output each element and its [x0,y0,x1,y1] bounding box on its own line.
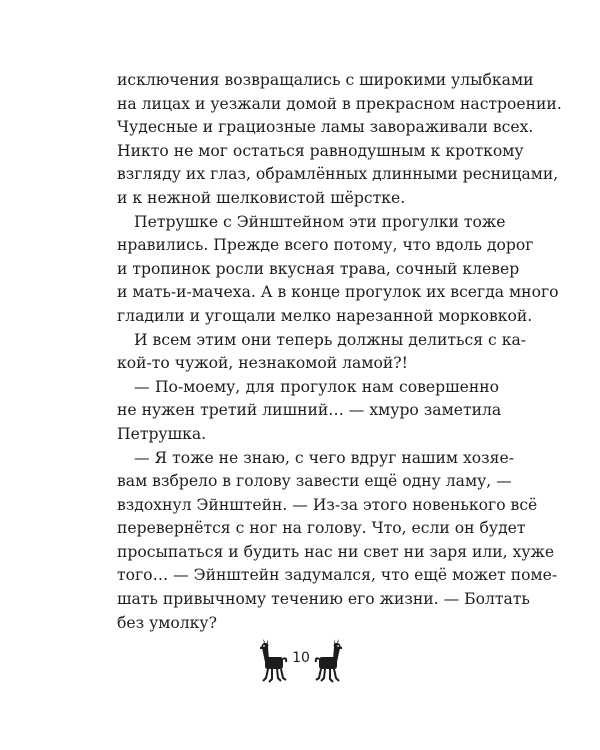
llama-icon [312,638,346,686]
text-line: просыпаться и будить нас ни свет ни заря или, хуже [117,542,555,561]
text-line: — Я тоже не знаю, с чего вдруг нашим хозяе- [134,448,515,467]
llama-icon [256,638,290,686]
body-text [117,69,562,635]
text-line: Петрушке с Эйнштейном эти прогулки тоже [134,212,506,231]
text-line: и мать-и-мачеха. А в конце прогулок их всегда много [117,283,559,302]
text-line: и тропинок росли вкусная трава, сочный клевер [117,259,520,278]
text-line: кой-то чужой, незнакомой ламой?! [117,354,408,373]
text-line: на лицах и уезжали домой в прекрасном настроении. [117,94,562,113]
text-line: и к нежной шелковистой шёрстке. [117,188,406,207]
text-line: Никто не мог остаться равнодушным к кроткому [117,141,524,160]
text-line: нравились. Прежде всего потому, что вдоль дорог [117,236,534,255]
text-line: гладили и угощали мелко нарезанной морковкой. [117,306,533,325]
text-line: исключения возвращались с широкими улыбками [117,71,534,89]
text-line: — По-моему, для прогулок нам совершенно [134,377,499,396]
page-number: 10 [292,650,310,666]
text-line: вам взбрело в голову завести ещё одну ламу, — [117,472,512,491]
text-line: взгляду их глаз, обрамлённых длинными ресницами, [117,165,559,184]
text-line: не нужен третий лишний… — хмуро заметила [117,401,502,420]
text-line: Петрушка. [117,424,207,443]
text-line: без умолку? [117,613,217,632]
text-line: того… — Эйнштейн задумался, что ещё может поме- [117,566,558,585]
text-line: И всем этим они теперь должны делиться с ка- [134,330,527,349]
text-line: Чудесные и грациозные ламы завораживали всех. [117,118,534,137]
text-line: перевернётся с ног на голову. Что, если он будет [117,519,526,538]
text-line: вздохнул Эйнштейн. — Из-за этого новенького всё [117,495,538,514]
page-footer [0,638,600,688]
text-line: шать привычному течению его жизни. — Болтать [117,590,530,609]
